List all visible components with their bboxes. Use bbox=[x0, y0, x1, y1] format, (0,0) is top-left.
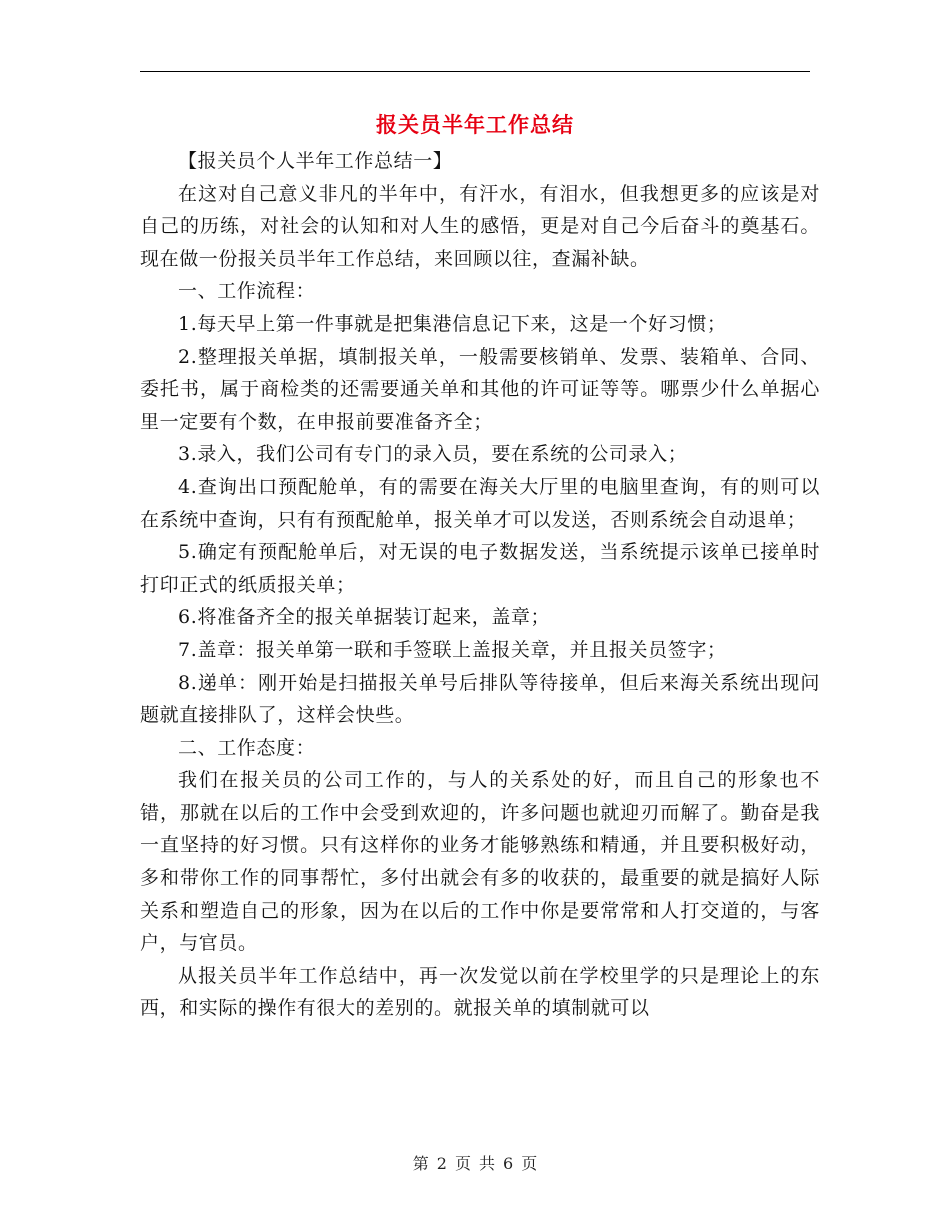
reflection-paragraph: 从报关员半年工作总结中，再一次发觉以前在学校里学的只是理论上的东西，和实际的操作有很大的差别的。就报关单的填制就可以 bbox=[140, 964, 820, 1020]
attitude-paragraph: 我们在报关员的公司工作的，与人的关系处的好，而且自己的形象也不错，那就在以后的工作中会受到欢迎的，许多问题也就迎刃而解了。勤奋是我一直坚持的好习惯。只有这样你的业务才能够熟练和精通，并且要积极好动，多和带你工作的同事帮忙，多付出就会有多的收获的，最重要的就是搞好人际关系和塑造自己的形象，因为在以后的工作中你是要常常和人打交道的，与客户，与官员。 bbox=[140, 769, 820, 955]
page-label-mid: 页 bbox=[454, 1154, 471, 1173]
page-label-prefix: 第 bbox=[412, 1154, 429, 1173]
document-body bbox=[140, 145, 820, 1025]
intro-paragraph: 在这对自己意义非凡的半年中，有汗水，有泪水，但我想更多的应该是对自己的历练，对社会的认知和对人生的感悟，更是对自己今后奋斗的奠基石。现在做一份报关员半年工作总结，来回顾以往，查漏补缺。 bbox=[140, 182, 820, 270]
workflow-item-2: 2.整理报关单据，填制报关单，一般需要核销单、发票、装箱单、合同、委托书，属于商检类的还需要通关单和其他的许可证等等。哪票少什么单据心里一定要有个数，在申报前要准备齐全； bbox=[140, 345, 820, 433]
workflow-item-5: 5.确定有预配舱单后，对无误的电子数据发送，当系统提示该单已接单时打印正式的纸质报关单； bbox=[140, 541, 820, 596]
section-heading-summary-one: 【报关员个人半年工作总结一】 bbox=[178, 150, 453, 172]
header-rule bbox=[140, 71, 810, 72]
page-label-suffix: 页 bbox=[521, 1154, 538, 1173]
workflow-item-6: 6.将准备齐全的报关单据装订起来，盖章； bbox=[178, 606, 551, 629]
page-footer bbox=[140, 1152, 810, 1176]
workflow-item-8: 8.递单：刚开始是扫描报关单号后排队等待接单，但后来海关系统出现问题就直接排队了，这样会快些。 bbox=[140, 671, 820, 727]
section-heading-attitude: 二、工作态度： bbox=[178, 736, 316, 759]
workflow-item-7: 7.盖章：报关单第一联和手签联上盖报关章，并且报关员签字； bbox=[178, 638, 727, 661]
total-pages-number: 6 bbox=[503, 1154, 514, 1173]
workflow-item-1: 1.每天早上第一件事就是把集港信息记下来，这是一个好习惯； bbox=[178, 312, 727, 335]
workflow-item-4: 4.查询出口预配舱单，有的需要在海关大厅里的电脑里查询，有的则可以在系统中查询，只有有预配舱单，报关单才可以发送，否则系统会自动退单； bbox=[140, 475, 820, 531]
workflow-item-3: 3.录入，我们公司有专门的录入员，要在系统的公司录入； bbox=[178, 443, 688, 466]
section-heading-workflow: 一、工作流程： bbox=[178, 280, 316, 303]
current-page-number: 2 bbox=[436, 1154, 447, 1173]
document-title: 报关员半年工作总结 bbox=[376, 112, 574, 137]
total-label: 共 bbox=[479, 1154, 496, 1173]
